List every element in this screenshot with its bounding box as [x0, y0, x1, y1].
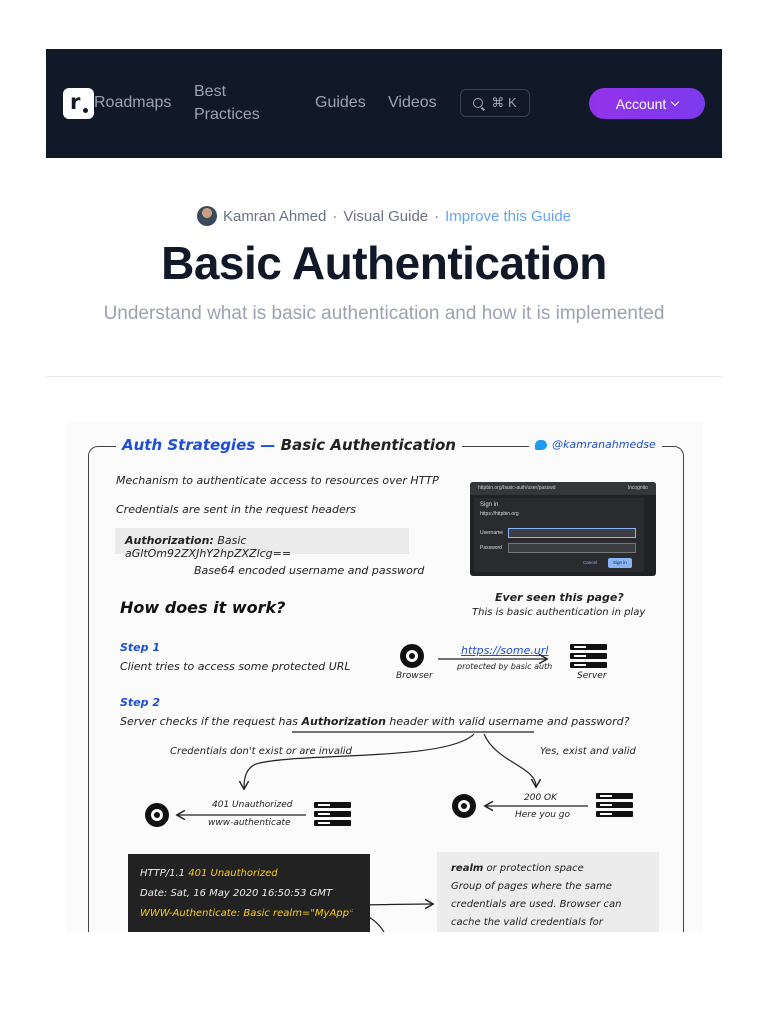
mock-url: httpbin.org/basic-auth/user/passwd: [478, 485, 556, 491]
realm-text: Group of pages where the same credentials are used. Browser can cache the valid credentials for: [451, 881, 622, 928]
page-title: Basic Authentication: [161, 237, 607, 289]
server-icon-valid: [596, 793, 633, 817]
meta-separator: ·: [434, 207, 440, 225]
search-icon: [473, 98, 483, 108]
valid-branch-label: Yes, exist and valid: [540, 746, 636, 757]
www-authenticate-label: www-authenticate: [208, 818, 291, 828]
browser-label: Browser: [396, 671, 433, 681]
search-button[interactable]: [460, 89, 530, 117]
status-text: 401 Unauthorized: [188, 868, 278, 879]
title-main: Basic Authentication: [280, 436, 456, 454]
step2-text-b: Authorization: [301, 715, 386, 728]
username-field: [508, 528, 636, 538]
logo-letter: r: [70, 90, 81, 114]
dialog-site: https://httpbin.org: [480, 511, 519, 517]
base64-note: Base64 encoded username and password: [194, 564, 425, 577]
author-name[interactable]: Kamran Ahmed: [222, 207, 327, 225]
intro-line-1: Mechanism to authenticate access to resources over HTTP: [116, 474, 439, 487]
meta-separator: ·: [332, 207, 338, 225]
search-shortcut: ⌘ K: [491, 95, 517, 110]
browser-address-bar: [470, 482, 656, 495]
how-heading: How does it work?: [120, 598, 286, 617]
twitter-handle: [529, 438, 662, 451]
page-subtitle: Understand what is basic authentication and how it is implemented: [103, 303, 665, 324]
browser-signin-mock: [470, 482, 656, 576]
www-authenticate-line: WWW-Authenticate: Basic realm="MyApp": [140, 908, 354, 919]
twitter-icon: [535, 440, 547, 450]
browser-chrome-icon-valid: [452, 794, 476, 818]
roadmap-logo-icon[interactable]: [63, 88, 94, 119]
twitter-handle-text: @kamranahmedse: [552, 438, 656, 451]
step2-label: Step 2: [120, 696, 160, 709]
infographic-title: [116, 436, 462, 454]
auth-header-example: [115, 528, 409, 560]
logo-dot: [83, 108, 88, 113]
account-button[interactable]: [589, 88, 705, 119]
server-label: Server: [577, 671, 607, 681]
improve-guide-link[interactable]: Improve this Guide: [445, 207, 572, 225]
author-avatar: [197, 206, 217, 226]
chevron-down-icon: [671, 98, 679, 106]
password-field: [508, 543, 636, 553]
realm-title-rest: or protection space: [483, 863, 584, 874]
step1-label: Step 1: [120, 641, 160, 654]
invalid-branch-label: Credentials don't exist or are invalid: [170, 746, 352, 757]
auth-header-value: Basic aGltOm92ZXJhY2hpZXZlcg==: [125, 534, 292, 560]
auth-header-key: Authorization:: [125, 534, 214, 547]
here-you-go-label: Here you go: [515, 810, 571, 820]
browser-chrome-icon-invalid: [145, 803, 169, 827]
server-icon: [570, 644, 607, 668]
password-label: Password: [480, 545, 502, 551]
nav-link-videos[interactable]: Videos: [388, 94, 437, 111]
response-status-line: [140, 864, 358, 884]
nav-link-roadmaps[interactable]: Roadmaps: [94, 94, 172, 111]
title-prefix: Auth Strategies —: [122, 436, 276, 454]
seen-title: Ever seen this page?: [495, 591, 624, 604]
mock-cancel-button: Cancel: [583, 560, 598, 565]
basic-auth-infographic: [66, 422, 703, 932]
step2-text-a: Server checks if the request has: [120, 715, 298, 728]
mock-signin-button: Sign in: [608, 558, 632, 568]
http-version: HTTP/1.1: [140, 868, 186, 879]
response-date-line: Date: Sat, 16 May 2020 16:50:53 GMT: [140, 888, 333, 899]
ok-label: 200 OK: [524, 793, 558, 803]
guide-type: Visual Guide: [343, 207, 429, 225]
seen-subtitle: This is basic authentication in play: [472, 607, 646, 618]
header-divider: [46, 376, 722, 377]
browser-chrome-icon: [400, 644, 424, 668]
step2-text: [120, 715, 629, 728]
mock-mode: Incognito: [627, 485, 648, 491]
account-label: Account: [615, 95, 667, 112]
step2-text-c: header with valid username and password?: [389, 715, 630, 728]
unauthorized-label: 401 Unauthorized: [212, 800, 293, 810]
protected-url: https://some.url: [461, 644, 549, 657]
protected-note: protected by basic auth: [457, 662, 553, 671]
realm-title: realm: [451, 863, 484, 874]
intro-line-2: Credentials are sent in the request headers: [116, 503, 357, 516]
step1-text: Client tries to access some protected URL: [120, 660, 351, 673]
response-headers-box: [128, 854, 370, 932]
username-label: Username: [480, 530, 504, 536]
top-navbar: [46, 49, 722, 158]
guide-meta: [0, 206, 768, 226]
dialog-title: Sign in: [480, 502, 499, 508]
realm-explanation-box: [437, 852, 659, 932]
server-icon-invalid: [314, 802, 351, 826]
signin-dialog: [474, 498, 644, 572]
nav-link-guides[interactable]: Guides: [315, 94, 366, 111]
nav-link-best-practices[interactable]: Best Practices: [194, 83, 260, 123]
